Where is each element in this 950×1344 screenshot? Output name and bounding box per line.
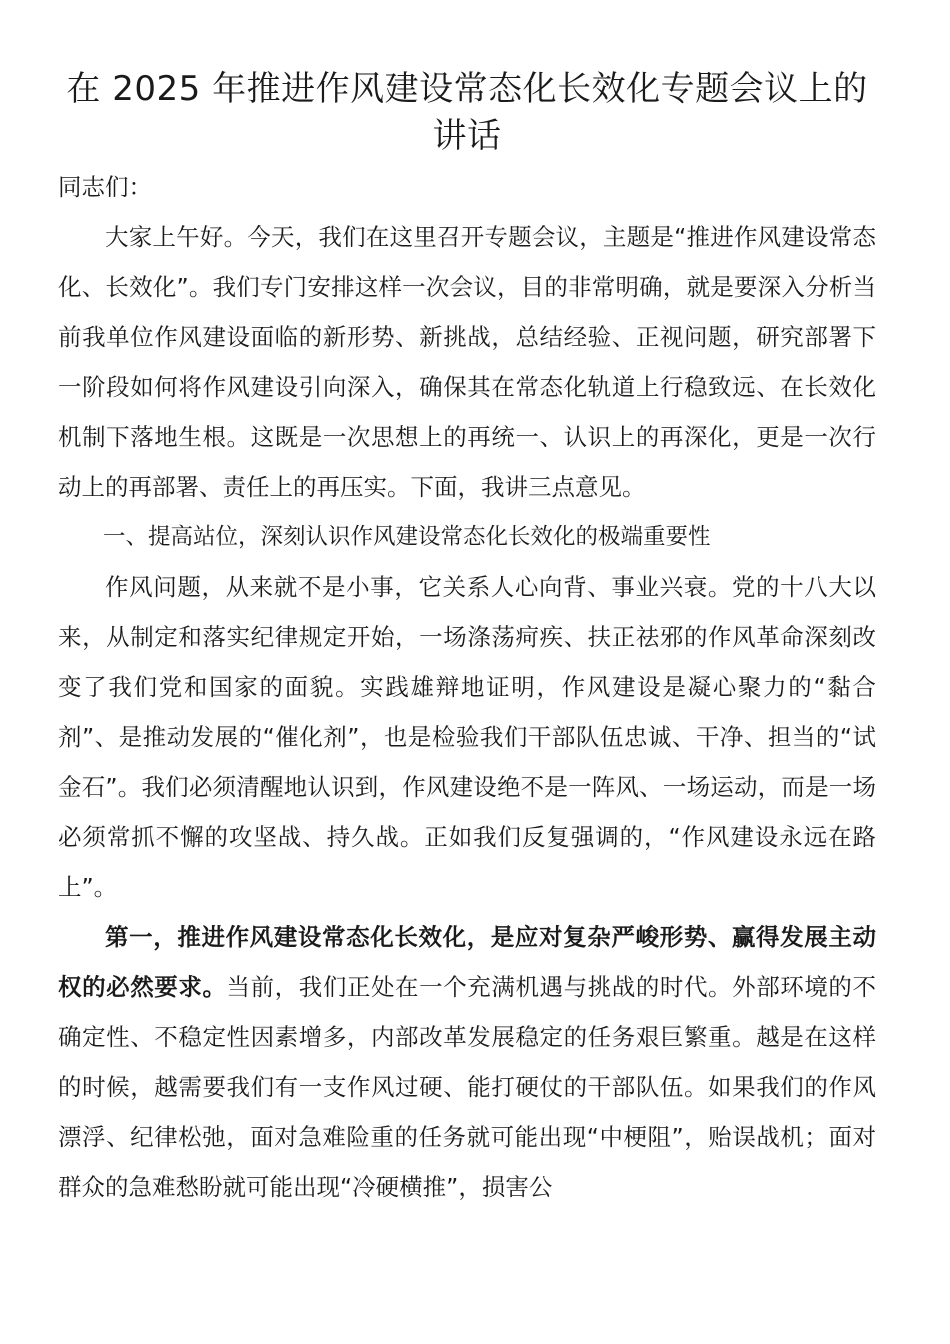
salutation: 同志们： <box>58 173 152 201</box>
document-page <box>58 66 876 1212</box>
point-one-body: 当前，我们正处在一个充满机遇与挑战的时代。外部环境的不确定性、不稳定性因素增多，内部改革发展稳定的任务艰巨繁重。越是在这样的时候，越需要我们有一支作风过硬、能打硬仗的干部队伍。如果我们的作风漂浮、纪律松弛，面对急难险重的任务就可能出现“中梗阻”，贻误战机；面对群众的急难愁盼就可能出现“冷硬横推”，损害公 <box>58 973 877 1201</box>
point-one-paragraph <box>58 912 876 1212</box>
point-one-lead: 第一，推进作风建设常态化长效化，是应对复杂严峻形势、赢得发展主动权的必然要求。 <box>58 923 876 1001</box>
section-1-paragraph: 作风问题，从来就不是小事，它关系人心向背、事业兴衰。党的十八大以来，从制定和落实纪律规定开始，一场涤荡疴疾、扶正祛邪的作风革命深刻改变了我们党和国家的面貌。实践雄辩地证明，作风建设是凝心聚力的“黏合剂”、是推动发展的“催化剂”，也是检验我们干部队伍忠诚、干净、担当的“试金石”。我们必须清醒地认识到，作风建设绝不是一阵风、一场运动，而是一场必须常抓不懈的攻坚战、持久战。正如我们反复强调的，“作风建设永远在路上”。 <box>58 573 876 901</box>
opening-paragraph: 大家上午好。今天，我们在这里召开专题会议，主题是“推进作风建设常态化、长效化”。我们专门安排这样一次会议，目的非常明确，就是要深入分析当前我单位作风建设面临的新形势、新挑战，总结经验、正视问题，研究部署下一阶段如何将作风建设引向深入，确保其在常态化轨道上行稳致远、在长效化机制下落地生根。这既是一次思想上的再统一、认识上的再深化，更是一次行动上的再部署、责任上的再压实。下面，我讲三点意见。 <box>58 223 876 501</box>
document-title: 在 2025 年推进作风建设常态化长效化专题会议上的讲话 <box>66 69 868 156</box>
section-heading-1: 一、提高站位，深刻认识作风建设常态化长效化的极端重要性 <box>103 524 711 550</box>
